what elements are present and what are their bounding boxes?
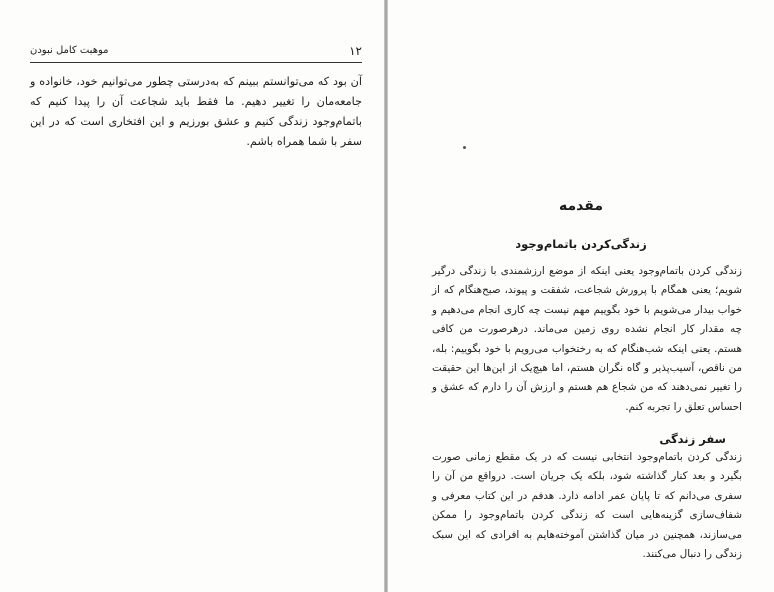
page-speck <box>463 146 466 149</box>
header-rule <box>30 62 362 63</box>
page-number: ۱۲ <box>349 44 362 58</box>
section-paragraph-2: زندگی کردن باتمام‌وجود انتخابی نیست که در یک مقطع زمانی صورت بگیرد و بعد کنار گذاشته شود، بلکه یک جریان است. درواقع من آن را سفری می‌دانم که تا پایان عمر ادامه دارد. هدفم در این کتاب معرفی و شفاف‌سازی گزینه‌هایی است که زندگی کردن باتمام‌وجود را ممکن می‌سازند، همچنین در میان گذاشتن آموخته‌هایم به افرادی که این سبک زندگی را دنبال می‌کنند. <box>432 451 742 561</box>
section-heading-1: زندگی‌کردن باتمام‌وجود <box>515 237 647 251</box>
running-header <box>30 44 362 60</box>
chapter-title: مقدمه <box>559 198 603 214</box>
section-heading-2: سفر زندگی <box>659 432 726 446</box>
running-title: موهبت کامل نبودن <box>30 45 109 56</box>
left-page-paragraph: آن بود که می‌توانستم ببینم که به‌درستی چطور می‌توانیم خود، خانواده و جامعه‌مان را تغییر دهیم. ما فقط باید شجاعت آن را پیدا کنیم که باتمام‌وجود زندگی کنیم و عشق بورزیم و این افتخاری است که در این سفر با شما همراه باشم. <box>30 75 362 148</box>
section-paragraph-1: زندگی کردن باتمام‌وجود یعنی اینکه از موضع ارزشمندی با زندگی درگیر شویم؛ یعنی همگام با پرورش شجاعت، شفقت و پیوند، صبح‌هنگام که از خواب بیدار می‌شویم با خود بگوییم مهم نیست چه کاری انجام می‌دهیم و چه مقدار کار انجام نشده روی زمین می‌ماند. درهرصورت من کافی هستم. یعنی اینکه شب‌هنگام که به رختخواب می‌رویم با خود بگوییم: بله، من ناقص، آسیب‌پذیر و گاه نگران هستم، اما هیچ‌یک از این‌ها این حقیقت را تغییر نمی‌دهند که من شجاع هم هستم و ارزش آن را دارم که عشق و احساس تعلق را تجربه کنم. <box>432 265 742 413</box>
